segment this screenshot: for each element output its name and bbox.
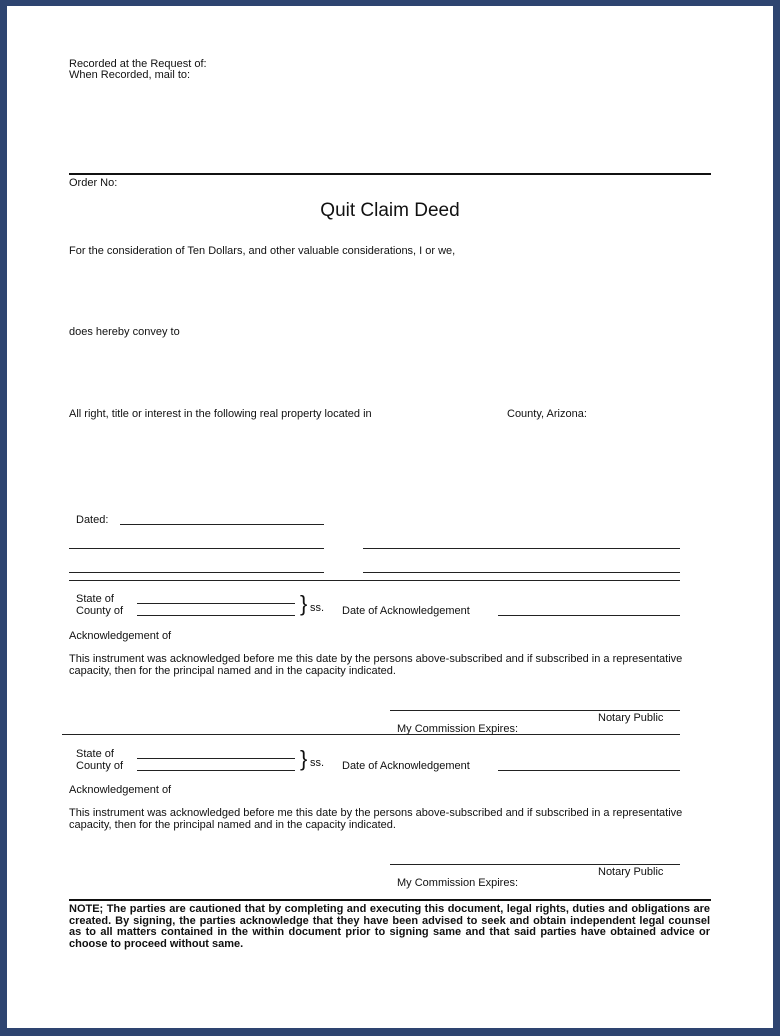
header-rule bbox=[69, 173, 711, 175]
date-ack-label: Date of Acknowledgement bbox=[342, 760, 470, 772]
county-line[interactable] bbox=[137, 615, 295, 616]
county-label: County of bbox=[76, 605, 124, 617]
date-ack-line[interactable] bbox=[498, 770, 680, 771]
section-rule-2 bbox=[62, 734, 680, 735]
signature-line-3[interactable] bbox=[69, 572, 324, 573]
ss-label: ss. bbox=[310, 757, 325, 769]
dated-label: Dated: bbox=[76, 514, 109, 526]
recorded-request-label: Recorded at the Request of: bbox=[69, 58, 207, 70]
state-line[interactable] bbox=[137, 758, 295, 759]
cautionary-note: NOTE; The parties are cautioned that by completing and executing this document, legal rights, duties and obligations are created. By signing, the parties acknowledge that they have been advised to seek and obtain independent legal counsel as to all matters contained in the within document prior to signing same and that said parties have obtained advice or choose to proceed without same. bbox=[69, 903, 710, 950]
state-label: State of bbox=[76, 748, 114, 760]
commission-expires-label: My Commission Expires: bbox=[397, 877, 519, 889]
brace-icon: } bbox=[300, 746, 308, 771]
signature-line-4[interactable] bbox=[363, 572, 680, 573]
document-page bbox=[7, 6, 773, 1028]
notary-public-label: Notary Public bbox=[598, 866, 664, 878]
county-label: County of bbox=[76, 760, 124, 772]
document-title: Quit Claim Deed bbox=[320, 200, 460, 221]
signature-line-1[interactable] bbox=[69, 548, 324, 549]
when-recorded-label: When Recorded, mail to: bbox=[69, 69, 191, 81]
convey-text: does hereby convey to bbox=[69, 326, 180, 338]
date-ack-label: Date of Acknowledgement bbox=[342, 605, 470, 617]
notary-signature-line[interactable] bbox=[390, 710, 680, 711]
order-no-label: Order No: bbox=[69, 177, 118, 189]
consideration-text: For the consideration of Ten Dollars, and other valuable considerations, I or we, bbox=[69, 245, 456, 257]
section-rule bbox=[69, 580, 680, 581]
state-line[interactable] bbox=[137, 603, 295, 604]
notary-public-label: Notary Public bbox=[598, 712, 664, 724]
property-text: All right, title or interest in the following real property located in bbox=[69, 408, 372, 420]
dated-line[interactable] bbox=[120, 524, 324, 525]
county-line[interactable] bbox=[137, 770, 295, 771]
date-ack-line[interactable] bbox=[498, 615, 680, 616]
ack-statement: This instrument was acknowledged before me this date by the persons above-subscribed and if subscribed in a representative capacity, then for the principal named and in the capacity indicated. bbox=[69, 807, 683, 831]
state-label: State of bbox=[76, 593, 114, 605]
signature-line-2[interactable] bbox=[363, 548, 680, 549]
ack-statement: This instrument was acknowledged before me this date by the persons above-subscribed and if subscribed in a representative capacity, then for the principal named and in the capacity indicated. bbox=[69, 653, 683, 677]
county-arizona-text: County, Arizona: bbox=[507, 408, 587, 420]
commission-expires-label: My Commission Expires: bbox=[397, 723, 519, 735]
brace-icon: } bbox=[300, 591, 308, 616]
note-rule bbox=[69, 899, 711, 901]
ack-of-label: Acknowledgement of bbox=[69, 784, 172, 796]
ack-of-label: Acknowledgement of bbox=[69, 630, 172, 642]
ss-label: ss. bbox=[310, 602, 325, 614]
notary-signature-line[interactable] bbox=[390, 864, 680, 865]
